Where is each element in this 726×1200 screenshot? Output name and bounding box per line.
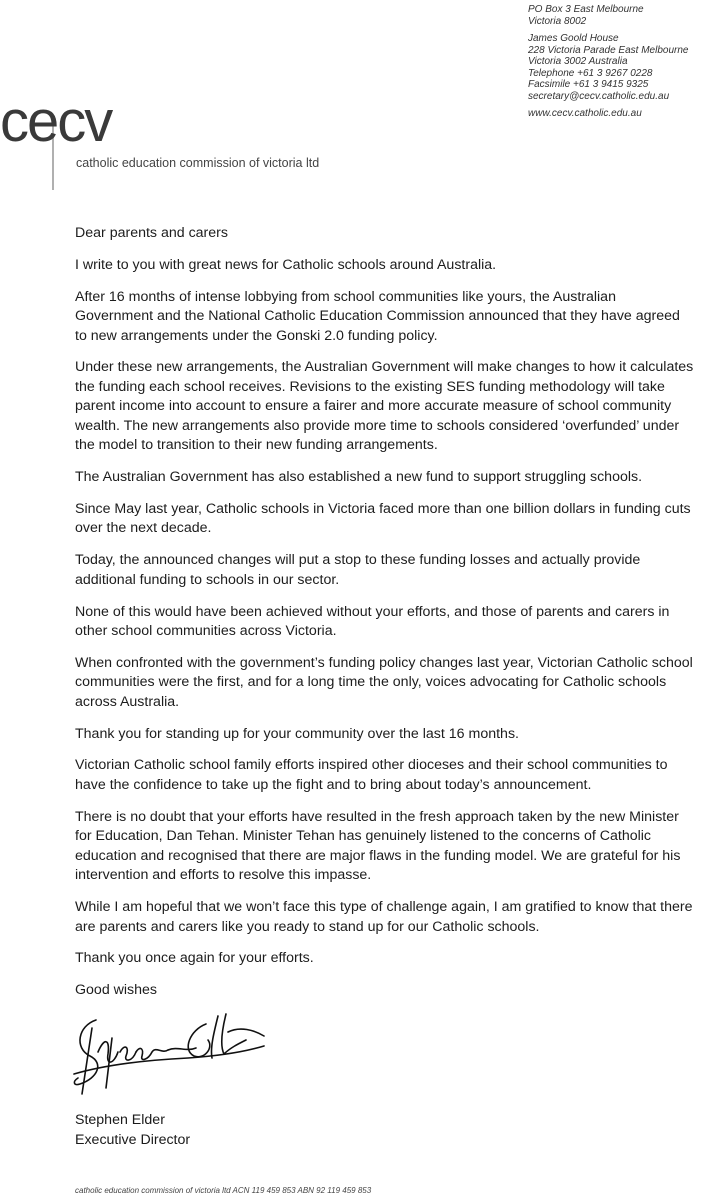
paragraph: After 16 months of intense lobbying from school communities like yours, the Australian Government and the National Catholic Education Commission announced that they have agreed to new arrangements under the Gonski 2.0 funding policy. (75, 288, 680, 344)
paragraph: The Australian Government has also established a new fund to support struggling schools. (75, 469, 643, 486)
paragraph: Since May last year, Catholic schools in Victoria faced more than one billion dollars in funding cuts over the next decade. (75, 500, 691, 537)
signer-title: Executive Director (75, 1131, 191, 1148)
paragraph: I write to you with great news for Catholic schools around Australia. (75, 256, 497, 273)
street-address: 228 Victoria Parade East Melbourne (528, 44, 689, 56)
email: secretary@cecv.catholic.edu.au (528, 90, 670, 102)
paragraph: Today, the announced changes will put a stop to these funding losses and actually provide additional funding to schools in our sector. (75, 552, 641, 588)
state-line: Victoria 3002 Australia (528, 56, 628, 67)
logo-wordmark: cecv (0, 89, 112, 154)
letterhead-address (528, 4, 688, 120)
postal-line-2: Victoria 8002 (528, 15, 587, 27)
handwritten-signature (68, 1008, 268, 1098)
paragraph: While I am hopeful that we won’t face this type of challenge again, I am gratified to know that there are parents and carers like you ready to stand up for our Catholic schools. (75, 899, 693, 935)
postal-line-1: PO Box 3 East Melbourne (528, 4, 644, 15)
facsimile: Facsimile +61 3 9415 9325 (528, 79, 649, 90)
paragraph: There is no doubt that your efforts have resulted in the fresh approach taken by the new Minister for Education, Dan Tehan. Minister Tehan has genuinely listened to the concerns of Catholic education and recognised that there are major flaws in the funding model. We are grateful for his intervention and efforts to resolve this impasse. (75, 808, 681, 884)
salutation: Dear parents and carers (75, 225, 228, 241)
letter-body (75, 224, 695, 1013)
house-name: James Goold House (528, 33, 619, 44)
paragraph: When confronted with the government’s funding policy changes last year, Victorian Catholic school communities were the first, and for a long time the only, voices advocating for Catholic schools across Australia. (75, 654, 693, 710)
paragraph: Thank you for standing up for your community over the last 16 months. (75, 725, 519, 742)
logo-organisation-name: catholic education commission of victoria ltd (76, 156, 320, 170)
paragraph: Victorian Catholic school family efforts inspired other dioceses and their school communities to have the confidence to take up the fight and to bring about today’s announcement. (75, 757, 668, 793)
telephone: Telephone +61 3 9267 0228 (528, 67, 653, 79)
closing: Good wishes (75, 982, 158, 999)
website: www.cecv.catholic.edu.au (528, 108, 642, 119)
cecv-logo (0, 89, 360, 200)
paragraph: Thank you once again for your efforts. (75, 950, 314, 967)
paragraph: None of this would have been achieved without your efforts, and those of parents and carers in other school communities across Victoria. (75, 603, 670, 640)
signer-name: Stephen Elder (75, 1112, 165, 1128)
paragraph: Under these new arrangements, the Australian Government will make changes to how it calculates the funding each school receives. Revisions to the existing SES funding methodology will take parent income into account to ensure a fairer and more accurate measure of school community wealth. The new arrangements also provide more time to schools considered ‘overfunded’ under the model to transition to their new funding arrangements. (75, 359, 694, 454)
footer-company-details: catholic education commission of victoria ltd ACN 119 459 853 ABN 92 119 459 853 (75, 1186, 372, 1195)
signer-block (75, 1111, 190, 1150)
